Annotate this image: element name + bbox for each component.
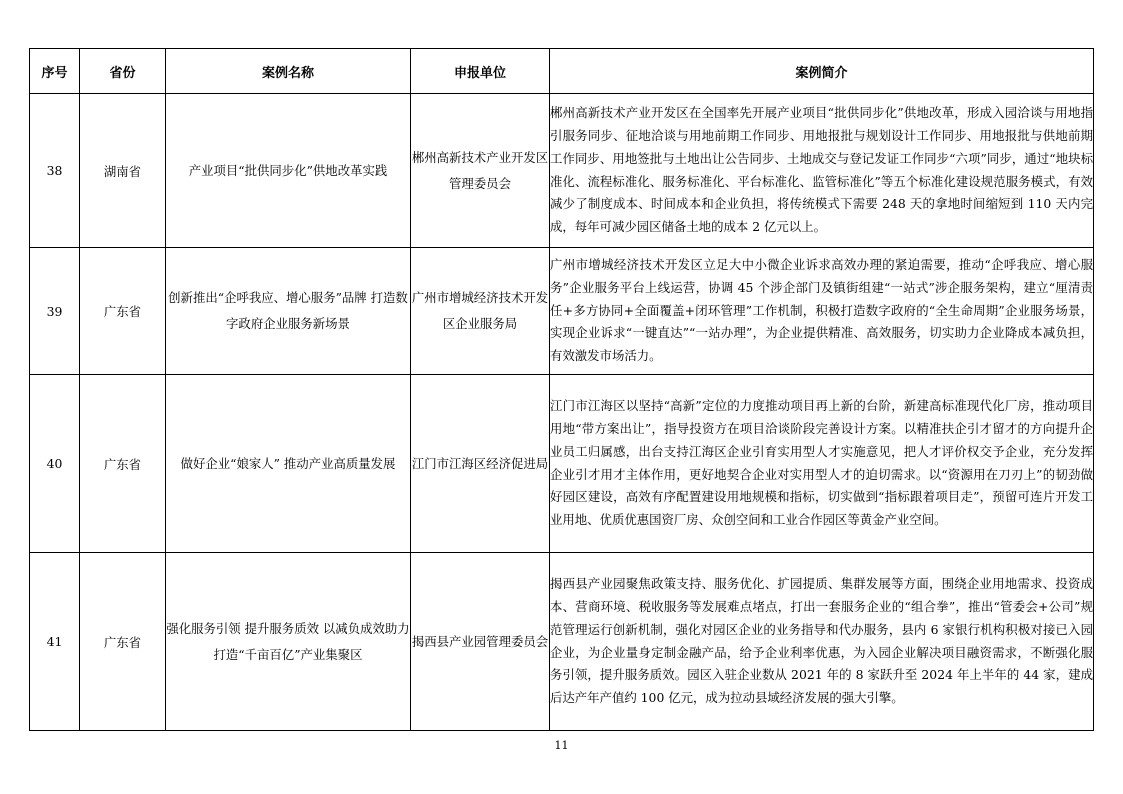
row-case-name: 产业项目“批供同步化”供地改革实践 <box>166 94 411 248</box>
row-index: 38 <box>30 94 80 248</box>
header-index: 序号 <box>30 49 80 94</box>
row-province: 广东省 <box>80 375 166 553</box>
row-unit: 江门市江海区经济促进局 <box>411 375 550 553</box>
page-number: 11 <box>554 739 569 752</box>
table-row <box>30 553 1094 731</box>
row-index: 41 <box>30 553 80 731</box>
cases-table <box>29 48 1094 731</box>
row-summary: 揭西县产业园聚焦政策支持、服务优化、扩园提质、集群发展等方面，围绕企业用地需求、投资成本、营商环境、税收服务等发展难点堵点，打出一套服务企业的“组合拳”，推出“管委会+公司”规范管理运行创新机制，强化对园区企业的业务指导和代办服务，县内 6 家银行机构积极对接已入园企业，为企业量身定制金融产品，给予企业利率优惠，为入园企业解决项目融资需求，不断强化服务引领，提升服务质效。园区入驻企业数从 2021 年的 8 家跃升至 2024 年上半年的 44 家，建成后达产年产值约 100 亿元，成为拉动县域经济发展的强大引擎。 <box>550 553 1094 731</box>
row-province: 湖南省 <box>80 94 166 248</box>
row-index: 39 <box>30 248 80 375</box>
header-unit: 申报单位 <box>411 49 550 94</box>
header-case-name: 案例名称 <box>166 49 411 94</box>
row-unit: 广州市增城经济技术开发区企业服务局 <box>411 248 550 375</box>
table-row <box>30 248 1094 375</box>
table-row <box>30 94 1094 248</box>
row-case-name: 创新推出“企呼我应、增心服务”品牌 打造数字政府企业服务新场景 <box>166 248 411 375</box>
table-row <box>30 375 1094 553</box>
row-unit: 揭西县产业园管理委员会 <box>411 553 550 731</box>
row-summary: 广州市增城经济技术开发区立足大中小微企业诉求高效办理的紧迫需要，推动“企呼我应、增心服务”企业服务平台上线运营，协调 45 个涉企部门及镇街组建“一站式”涉企服务架构，建立“厘清责任+多方协同+全面覆盖+闭环管理”工作机制，积极打造数字政府的“全生命周期”企业服务场景，实现企业诉求“一键直达”“一站办理”，为企业提供精准、高效服务，切实助力企业降成本减负担，有效激发市场活力。 <box>550 248 1094 375</box>
row-case-name: 强化服务引领 提升服务质效 以减负成效助力打造“千亩百亿”产业集聚区 <box>166 553 411 731</box>
row-province: 广东省 <box>80 553 166 731</box>
row-summary: 郴州高新技术产业开发区在全国率先开展产业项目“批供同步化”供地改革，形成入园洽谈与用地指引服务同步、征地洽谈与用地前期工作同步、用地报批与规划设计工作同步、用地报批与供地前期工作同步、用地签批与土地出让公告同步、土地成交与登记发证工作同步“六项”同步，通过“地块标准化、流程标准化、服务标准化、平台标准化、监管标准化”等五个标准化建设规范服务模式，有效减少了制度成本、时间成本和企业负担，将传统模式下需要 248 天的拿地时间缩短到 110 天内完成，每年可减少园区储备土地的成本 2 亿元以上。 <box>550 94 1094 248</box>
row-summary: 江门市江海区以坚持“高新”定位的力度推动项目再上新的台阶，新建高标准现代化厂房，推动项目用地“带方案出让”，指导投资方在项目洽谈阶段完善设计方案。以精准扶企引才留才的方向提升企业员工归属感，出台支持江海区企业引育实用型人才实施意见，把人才评价权交予企业，充分发挥企业引才用才主体作用，更好地契合企业对实用型人才的迫切需求。以“资源用在刀刃上”的韧劲做好园区建设，高效有序配置建设用地规模和指标，切实做到“指标跟着项目走”，预留可连片开发工业用地、优质优惠国资厂房、众创空间和工业合作园区等黄金产业空间。 <box>550 375 1094 553</box>
table-header-row <box>30 49 1094 94</box>
header-province: 省份 <box>80 49 166 94</box>
row-unit: 郴州高新技术产业开发区管理委员会 <box>411 94 550 248</box>
header-summary: 案例简介 <box>550 49 1094 94</box>
row-province: 广东省 <box>80 248 166 375</box>
row-index: 40 <box>30 375 80 553</box>
row-case-name: 做好企业“娘家人” 推动产业高质量发展 <box>166 375 411 553</box>
